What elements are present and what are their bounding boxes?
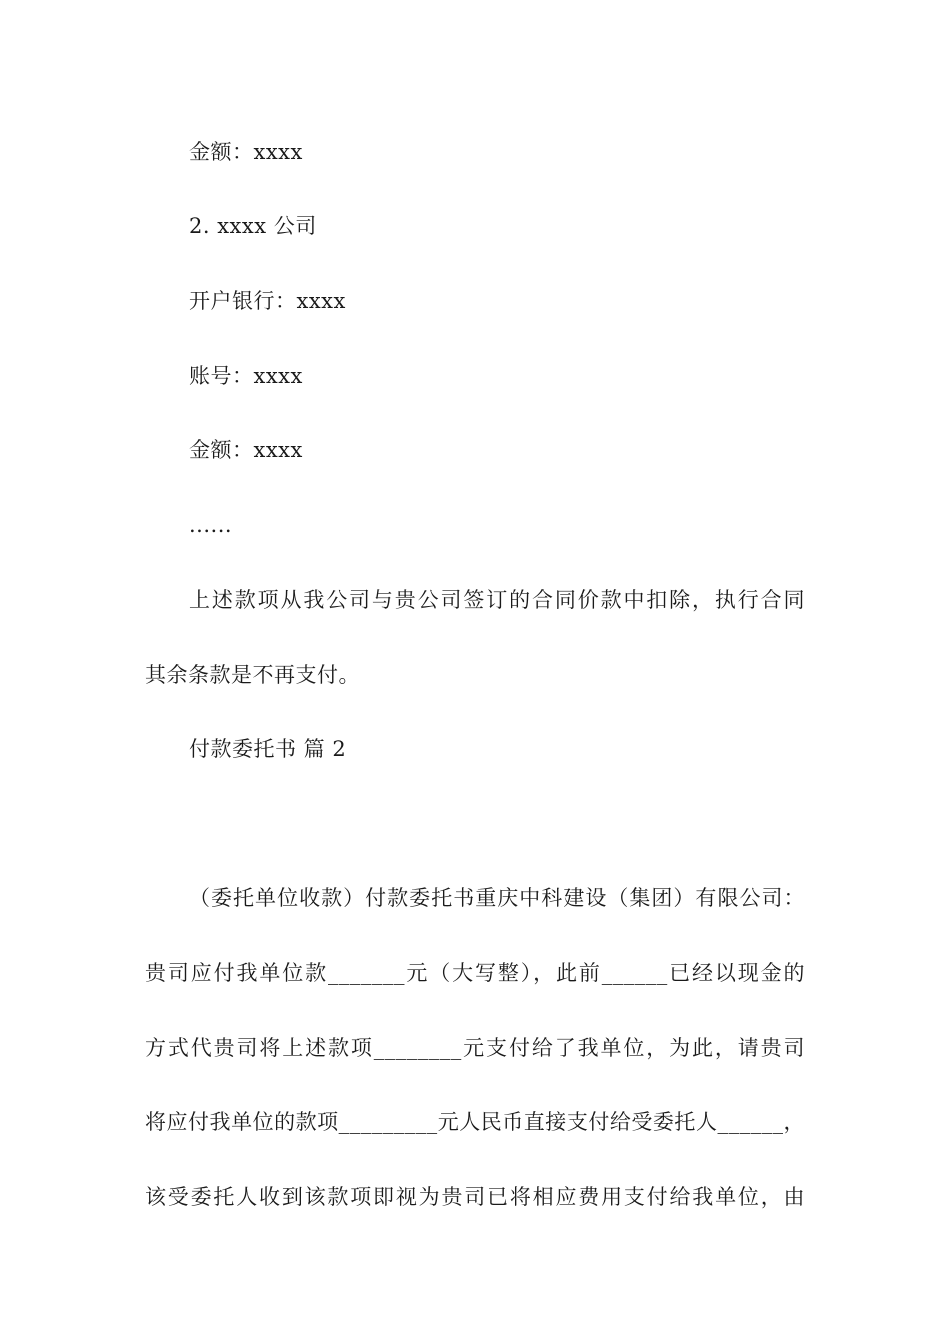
letter-body-line-2: 方式代贵司将上述款项________元支付给了我单位，为此，请贵司 [145,1036,805,1060]
company-2-line: 2. xxxx 公司 [189,214,317,238]
letter-body-line-4: 该受委托人收到该款项即视为贵司已将相应费用支付给我单位，由 [145,1185,805,1209]
letter-body-line-1: 贵司应付我单位款_______元（大写整），此前______已经以现金的 [145,961,805,985]
section-heading: 付款委托书 篇 2 [189,737,347,761]
amount-line-1: 金额：xxxx [189,140,303,164]
bank-line: 开户银行：xxxx [189,289,346,313]
paragraph-deduction-line-2: 其余条款是不再支付。 [145,663,360,687]
ellipsis-line: ...... [189,513,233,537]
letter-body-line-3: 将应付我单位的款项_________元人民币直接支付给受委托人______， [145,1110,805,1134]
letter-salutation: （委托单位收款）付款委托书重庆中科建设（集团）有限公司： [189,886,805,910]
paragraph-deduction-line-1: 上述款项从我公司与贵公司签订的合同价款中扣除，执行合同 [189,588,805,612]
amount-line-2: 金额：xxxx [189,438,303,462]
account-line: 账号：xxxx [189,364,303,388]
